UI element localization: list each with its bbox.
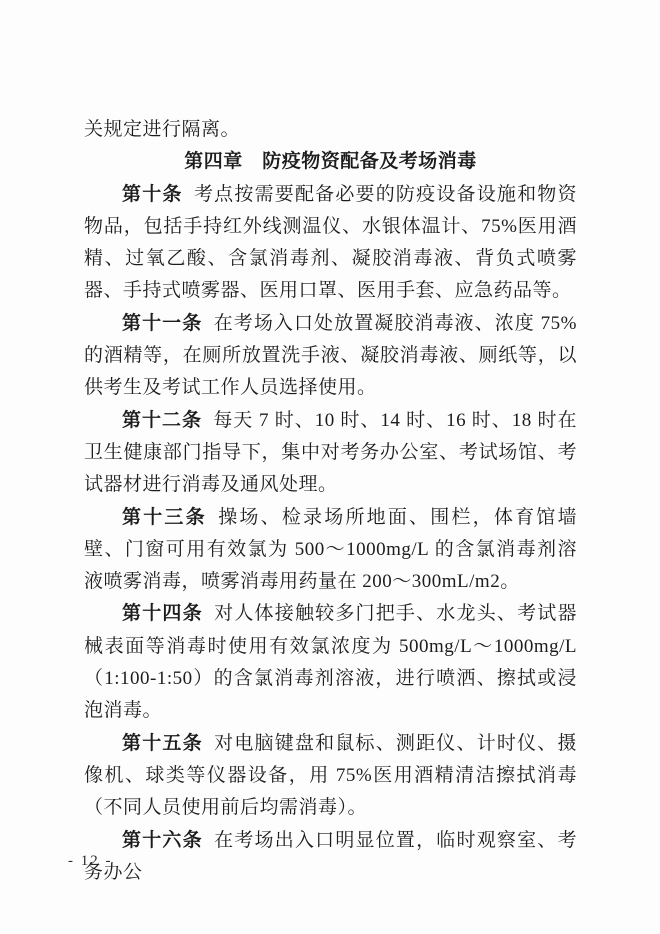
article-14-text: 对人体接触较多门把手、水龙头、考试器械表面等消毒时使用有效氯浓度为 500mg/L～1000mg/L（1:100-1:50）的含氯消毒剂溶液，进行喷洒、擦拭或浸泡消毒。: [84, 603, 577, 722]
article-15-text: 对电脑键盘和鼠标、测距仪、计时仪、摄像机、球类等仪器设备，用 75%医用酒精清洁擦拭消毒（不同人员使用前后均需消毒）。: [84, 732, 577, 819]
article-14-label: 第十四条: [122, 603, 203, 625]
article-16-text: 在考场出入口明显位置，临时观察室、考务办公: [84, 829, 577, 883]
document-text-block: [84, 114, 577, 889]
article-15: [84, 728, 577, 825]
page-number: - 12 -: [68, 853, 113, 869]
article-16-label: 第十六条: [122, 829, 203, 851]
article-11-label: 第十一条: [122, 312, 203, 334]
article-12-label: 第十二条: [122, 409, 202, 431]
article-13-text: 操场、检录场所地面、围栏，体育馆墙壁、门窗可用有效氯为 500～1000mg/L 的含氯消毒剂溶液喷雾消毒，喷雾消毒用药量在 200～300mL/m2。: [84, 506, 577, 593]
article-14: [84, 598, 577, 727]
article-11: [84, 308, 577, 405]
article-15-label: 第十五条: [122, 732, 203, 754]
article-11-text: 在考场入口处放置凝胶消毒液、浓度 75%的酒精等，在厕所放置洗手液、凝胶消毒液、厕纸等，以供考生及考试工作人员选择使用。: [84, 312, 577, 399]
article-10: [84, 179, 577, 308]
article-10-label: 第十条: [122, 183, 183, 205]
article-13-label: 第十三条: [122, 506, 207, 528]
continuation-line: 关规定进行隔离。: [84, 119, 241, 140]
chapter-heading: 第四章 防疫物资配备及考场消毒: [184, 151, 477, 173]
article-10-text: 考点按需要配备必要的防疫设备设施和物资物品，包括手持红外线测温仪、水银体温计、75%医用酒精、过氧乙酸、含氯消毒剂、凝胶消毒液、背负式喷雾器、手持式喷雾器、医用口罩、医用手套、应急药品等。: [84, 183, 577, 302]
article-16: [84, 825, 577, 890]
article-12: [84, 405, 577, 502]
article-12-text: 每天 7 时、10 时、14 时、16 时、18 时在卫生健康部门指导下，集中对考务办公室、考试场馆、考试器材进行消毒及通风处理。: [84, 409, 577, 496]
article-13: [84, 502, 577, 599]
